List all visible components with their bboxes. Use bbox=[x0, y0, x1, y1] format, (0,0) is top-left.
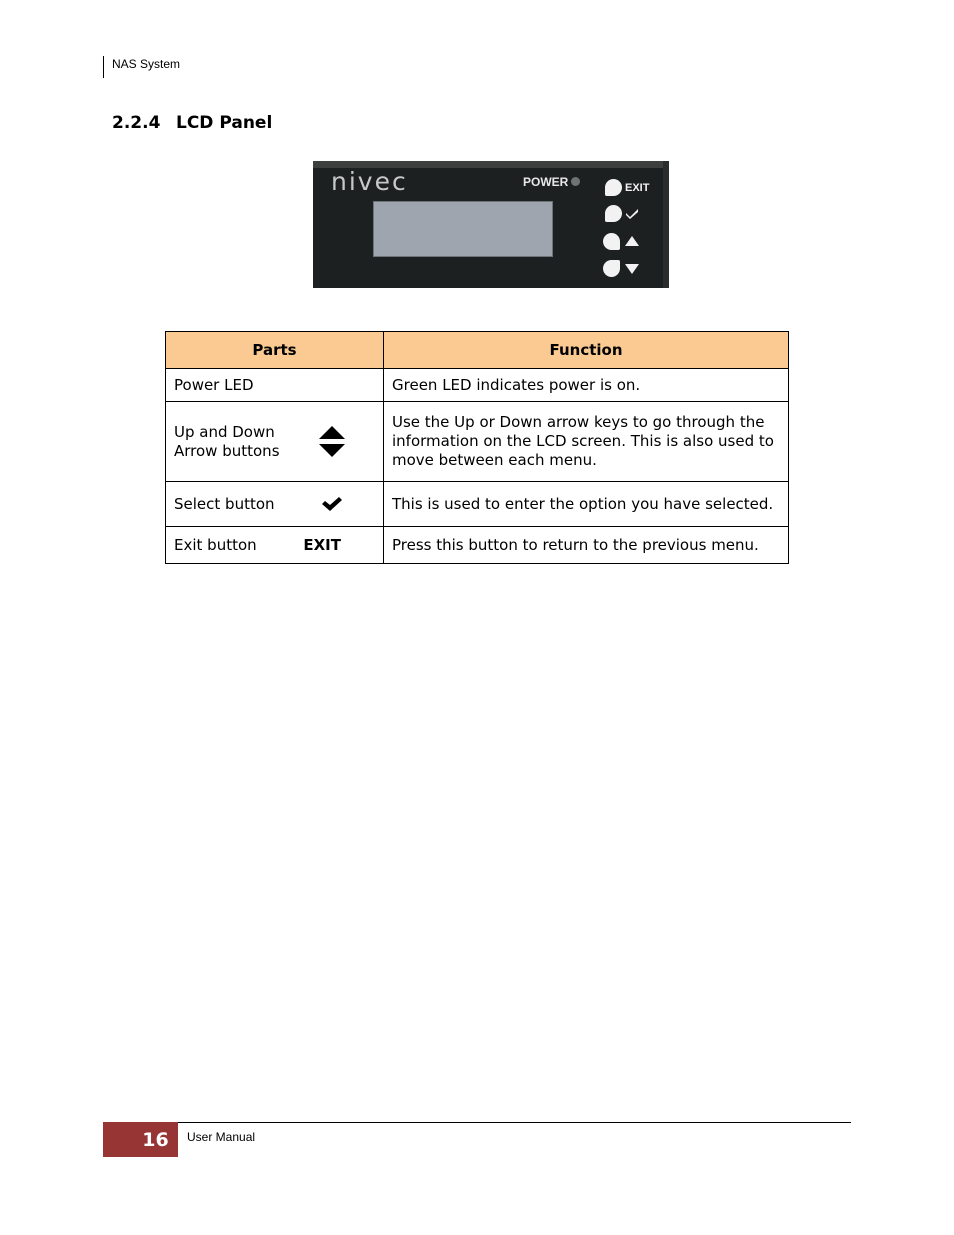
section-number: 2.2.4 bbox=[112, 113, 161, 133]
table-row bbox=[166, 482, 789, 527]
table-row bbox=[166, 402, 789, 482]
function-cell: Green LED indicates power is on. bbox=[384, 369, 789, 402]
up-down-arrow-icon bbox=[319, 426, 345, 458]
running-header: NAS System bbox=[112, 57, 181, 71]
select-hw-button bbox=[605, 205, 622, 222]
page-number: 16 bbox=[103, 1122, 178, 1157]
function-cell: Use the Up or Down arrow keys to go through the information on the LCD screen. This is also used to move between each menu. bbox=[384, 402, 789, 482]
section-title: LCD Panel bbox=[176, 113, 273, 133]
table-row bbox=[166, 369, 789, 402]
function-cell: This is used to enter the option you have selected. bbox=[384, 482, 789, 527]
part-cell: Power LED bbox=[166, 369, 384, 402]
part-cell bbox=[166, 402, 384, 482]
col-header-parts: Parts bbox=[166, 332, 384, 369]
lcd-parts-table bbox=[165, 331, 789, 564]
exit-label: EXIT bbox=[303, 535, 341, 554]
down-arrow-icon bbox=[625, 264, 639, 274]
part-cell bbox=[166, 482, 384, 527]
part-label: Exit button bbox=[174, 535, 257, 554]
part-cell bbox=[166, 527, 384, 564]
footer-rule bbox=[178, 1122, 851, 1123]
part-label: Up and Down Arrow buttons bbox=[174, 422, 280, 460]
panel-side-rim bbox=[663, 161, 669, 288]
power-label: POWER bbox=[523, 175, 569, 189]
table-row bbox=[166, 527, 789, 564]
section-heading bbox=[112, 113, 272, 133]
up-hw-button bbox=[603, 233, 620, 250]
check-icon bbox=[625, 207, 639, 219]
lcd-panel-photo bbox=[313, 161, 669, 288]
brand-logo: nivec bbox=[331, 167, 408, 196]
table-header-row bbox=[166, 332, 789, 369]
down-hw-button bbox=[603, 260, 620, 277]
lcd-screen bbox=[373, 201, 553, 257]
function-cell: Press this button to return to the previous menu. bbox=[384, 527, 789, 564]
exit-hw-button bbox=[605, 179, 622, 196]
up-arrow-icon bbox=[625, 236, 639, 246]
part-label: Select button bbox=[174, 494, 275, 513]
check-icon bbox=[322, 496, 342, 512]
col-header-function: Function bbox=[384, 332, 789, 369]
header-rule bbox=[103, 56, 104, 78]
footer-title: User Manual bbox=[187, 1130, 256, 1144]
exit-hw-label: EXIT bbox=[625, 182, 650, 194]
power-led bbox=[571, 177, 580, 186]
